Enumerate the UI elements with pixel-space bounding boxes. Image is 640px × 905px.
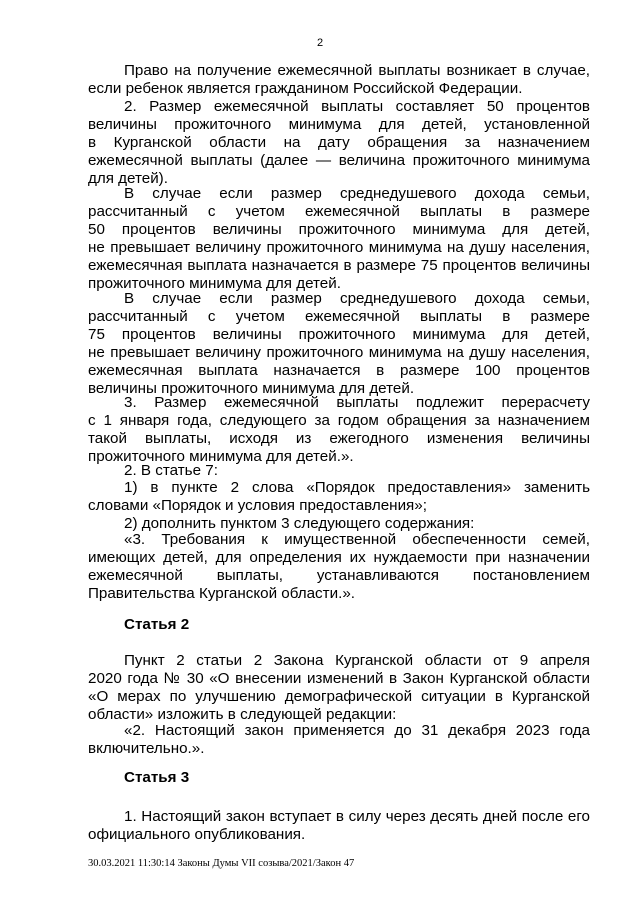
text-line: ежемесячной выплаты, устанавливаются постановлением [88, 567, 590, 584]
article-heading: Статья 3 [124, 769, 190, 786]
text-line: прожиточного минимума для детей.». [88, 448, 354, 465]
footer-metadata: 30.03.2021 11:30:14 Законы Думы VII созыва/2021/Закон 47 [88, 858, 355, 869]
text-line: В случае если размер среднедушевого дохода семьи, [124, 185, 590, 202]
text-line: 75 процентов величины прожиточного минимума для детей, [88, 326, 590, 343]
text-line: Правительства Курганской области.». [88, 585, 355, 602]
text-line: «2. Настоящий закон применяется до 31 декабря 2023 года [124, 722, 590, 739]
text-line: прожиточного минимума для детей. [88, 275, 341, 292]
text-line: области» изложить в следующей редакции: [88, 706, 397, 723]
text-line: если ребенок является гражданином Российской Федерации. [88, 80, 523, 97]
text-line: ежемесячная выплата назначается в размере 75 процентов величины [88, 257, 590, 274]
text-line: 1. Настоящий закон вступает в силу через десять дней после его [124, 808, 590, 825]
text-line: 2. В статье 7: [124, 462, 218, 479]
text-line: ежемесячной выплаты (далее — величина прожиточного минимума [88, 152, 590, 169]
text-line: ежемесячная выплата назначается в размере 100 процентов [88, 362, 590, 379]
text-line: 2) дополнить пунктом 3 следующего содержания: [124, 515, 475, 532]
text-line: словами «Порядок и условия предоставления»; [88, 497, 427, 514]
text-line: не превышает величину прожиточного минимума на душу населения, [88, 344, 590, 361]
text-line: Пункт 2 статьи 2 Закона Курганской области от 9 апреля [124, 652, 590, 669]
text-line: «О мерах по улучшению демографической ситуации в Курганской [88, 688, 590, 705]
text-line: в Курганской области на дату обращения за назначением [88, 134, 590, 151]
text-line: такой выплаты, исходя из ежегодного изменения величины [88, 430, 590, 447]
text-line: включительно.». [88, 740, 205, 757]
text-line: величины прожиточного минимума для детей, установленной [88, 116, 590, 133]
text-line: официального опубликования. [88, 826, 306, 843]
text-line: имеющих детей, для определения их нуждаемости при назначении [88, 549, 590, 566]
text-line: 2. Размер ежемесячной выплаты составляет 50 процентов [124, 98, 590, 115]
text-line: рассчитанный с учетом ежемесячной выплаты в размере [88, 308, 590, 325]
text-line: 50 процентов величины прожиточного минимума для детей, [88, 221, 590, 238]
text-line: с 1 января года, следующего за годом обращения за назначением [88, 412, 590, 429]
text-line: рассчитанный с учетом ежемесячной выплаты в размере [88, 203, 590, 220]
text-line: Право на получение ежемесячной выплаты возникает в случае, [124, 62, 590, 79]
text-line: величины прожиточного минимума для детей. [88, 380, 415, 397]
article-heading: Статья 2 [124, 616, 190, 633]
text-line: В случае если размер среднедушевого дохода семьи, [124, 290, 590, 307]
text-line: 2020 года № 30 «О внесении изменений в Закон Курганской области [88, 670, 590, 687]
text-line: 1) в пункте 2 слова «Порядок предоставления» заменить [124, 479, 590, 496]
text-line: для детей). [88, 170, 168, 187]
page-number: 2 [316, 37, 324, 49]
text-line: 3. Размер ежемесячной выплаты подлежит перерасчету [124, 394, 590, 411]
text-line: «3. Требования к имущественной обеспеченности семей, [124, 531, 590, 548]
text-line: не превышает величину прожиточного минимума на душу населения, [88, 239, 590, 256]
